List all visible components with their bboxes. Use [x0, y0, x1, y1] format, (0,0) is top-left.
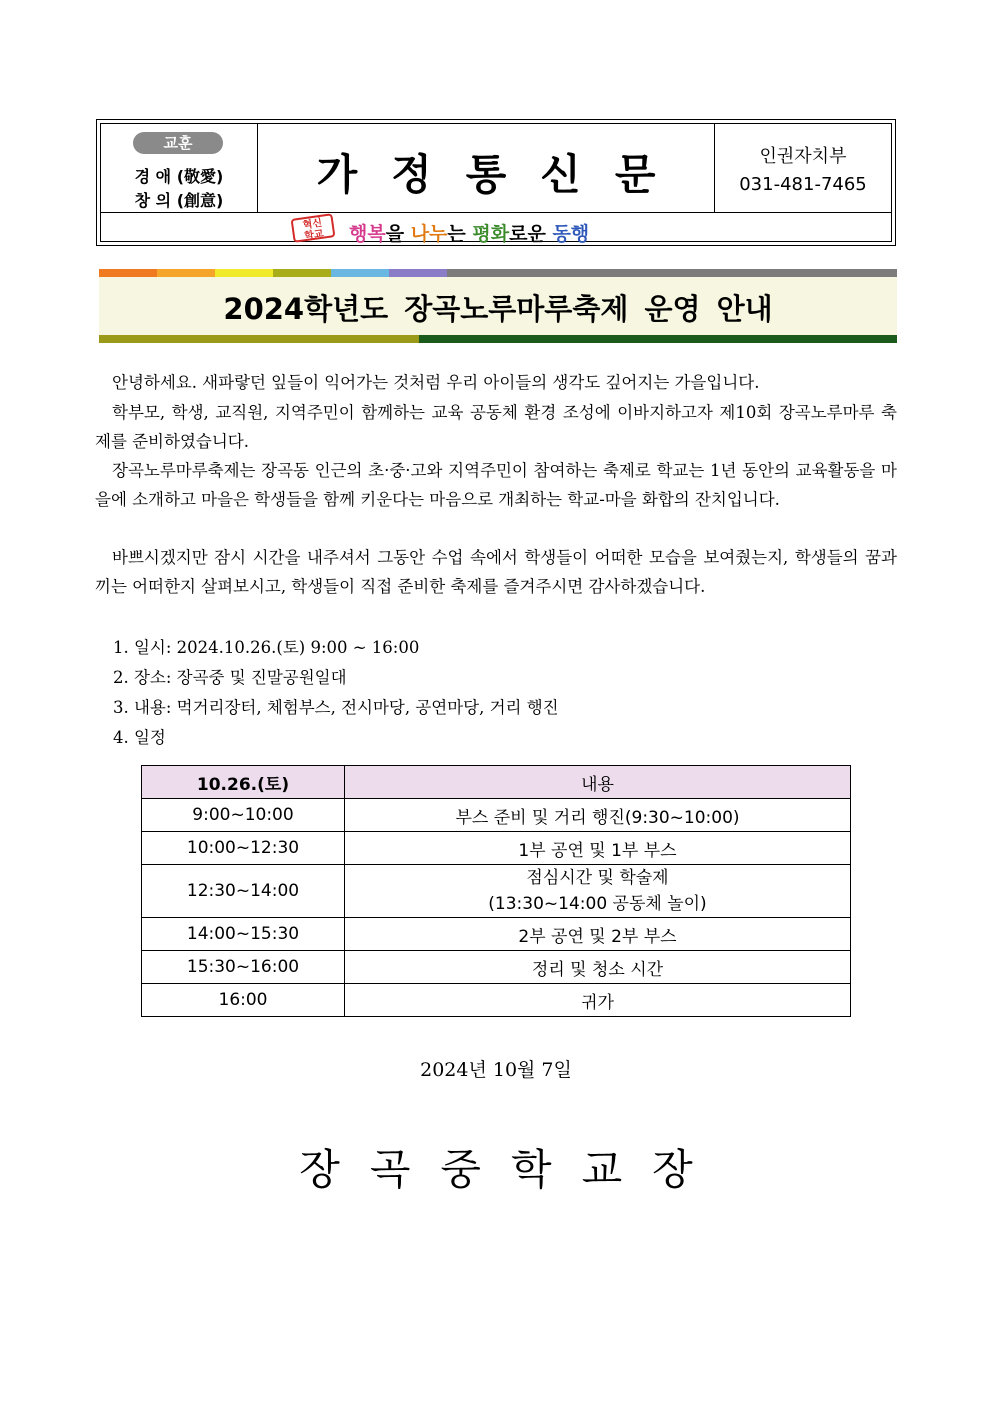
school-motto: [101, 124, 258, 212]
motto-line-1: 경 애 (敬愛): [134, 167, 224, 186]
rainbow-bar: [99, 269, 897, 277]
slogan-part: 평화: [472, 223, 510, 245]
department-cell: [715, 124, 891, 212]
bottom-bar-segment: [419, 335, 897, 343]
rainbow-segment: [447, 269, 897, 277]
principal-signature: 장곡중학교장: [299, 1145, 723, 1194]
title-banner: [99, 269, 897, 344]
row-content: 귀가: [345, 984, 851, 1017]
newsletter-header: [96, 119, 896, 246]
motto-line-2: 창 의 (創意): [134, 191, 224, 210]
row-content: 1부 공연 및 1부 부스: [345, 832, 851, 865]
rainbow-segment: [157, 269, 215, 277]
slogan-part: 동행: [552, 223, 590, 245]
table-row: [142, 918, 851, 951]
slogan-part: 을: [385, 223, 411, 245]
info-location: 2. 장소: 장곡중 및 진말공원일대: [113, 668, 347, 687]
banner-bottom-bar: [99, 335, 897, 343]
paragraph-invitation: 바쁘시겠지만 잠시 시간을 내주셔서 그동안 수업 속에서 학생들이 어떠한 모습을 보여줬는지, 학생들의 꿈과 끼는 어떠한지 살펴보시고, 학생들이 직접 준비한 축제를 즐겨주시면 감사하겠습니다.: [95, 548, 897, 596]
title-cell: [258, 124, 715, 212]
row-time: 15:30~16:00: [142, 951, 345, 984]
rainbow-segment: [331, 269, 389, 277]
info-contents: 3. 내용: 먹거리장터, 체험부스, 전시마당, 공연마당, 거리 행진: [113, 698, 559, 717]
slogan-part: 나누: [410, 223, 448, 245]
table-header-row: [142, 766, 851, 799]
rainbow-segment: [99, 269, 157, 277]
slogan-part: 로운: [509, 223, 553, 245]
department-phone: 031-481-7465: [739, 174, 867, 195]
table-row: [142, 984, 851, 1017]
table-row: [142, 799, 851, 832]
row-content: 정리 및 청소 시간: [345, 951, 851, 984]
paragraph-description: 장곡노루마루축제는 장곡동 인근의 초·중·고와 지역주민이 참여하는 축제로 학교는 1년 동안의 교육활동을 마을에 소개하고 마을은 학생들을 함께 키운다는 마음으로 개최하는 학교-마을 화합의 잔치입니다.: [95, 461, 897, 509]
motto-badge: 교훈: [133, 132, 223, 154]
schedule-table: [141, 765, 851, 1017]
row-content-line-1: 점심시간 및 학술제: [526, 868, 669, 888]
row-content: 부스 준비 및 거리 행진(9:30~10:00): [345, 799, 851, 832]
table-row: [142, 832, 851, 865]
row-content: [345, 865, 851, 918]
header-content: 내용: [345, 766, 851, 799]
row-time: 14:00~15:30: [142, 918, 345, 951]
slogan-part: 행복: [349, 223, 386, 245]
row-time: 10:00~12:30: [142, 832, 345, 865]
rainbow-segment: [273, 269, 331, 277]
school-slogan: [349, 219, 589, 246]
issue-date: 2024년 10월 7일: [420, 1059, 572, 1081]
table-row: [142, 865, 851, 918]
innovation-school-stamp: [291, 213, 336, 243]
paragraph-greeting: 안녕하세요. 새파랗던 잎들이 익어가는 것처럼 우리 아이들의 생각도 깊어지는 가을입니다.: [112, 373, 760, 392]
row-time: 12:30~14:00: [142, 865, 345, 918]
department-name: 인권자치부: [759, 146, 847, 167]
row-content-line-2: (13:30~14:00 공동체 놀이): [488, 894, 707, 914]
table-row: [142, 951, 851, 984]
row-content: 2부 공연 및 2부 부스: [345, 918, 851, 951]
rainbow-segment: [389, 269, 447, 277]
banner-title: 2024학년도 장곡노루마루축제 운영 안내: [223, 292, 773, 326]
paragraph-intro: 학부모, 학생, 교직원, 지역주민이 함께하는 교육 공동체 환경 조성에 이바지하고자 제10회 장곡노루마루 축제를 준비하였습니다.: [95, 403, 897, 451]
stamp-line-2: 학교: [303, 228, 325, 243]
rainbow-segment: [215, 269, 273, 277]
header-date: 10.26.(토): [142, 766, 345, 799]
row-time: 9:00~10:00: [142, 799, 345, 832]
row-time: 16:00: [142, 984, 345, 1017]
page-title: 가정통신문: [316, 150, 690, 199]
slogan-part: 는: [447, 223, 473, 245]
banner-background: [99, 277, 897, 335]
info-schedule-heading: 4. 일정: [113, 728, 166, 747]
info-datetime: 1. 일시: 2024.10.26.(토) 9:00 ~ 16:00: [113, 638, 420, 657]
slogan-row: [101, 212, 891, 245]
bottom-bar-segment: [99, 335, 419, 343]
stamp-line-1: 혁신: [302, 217, 323, 232]
